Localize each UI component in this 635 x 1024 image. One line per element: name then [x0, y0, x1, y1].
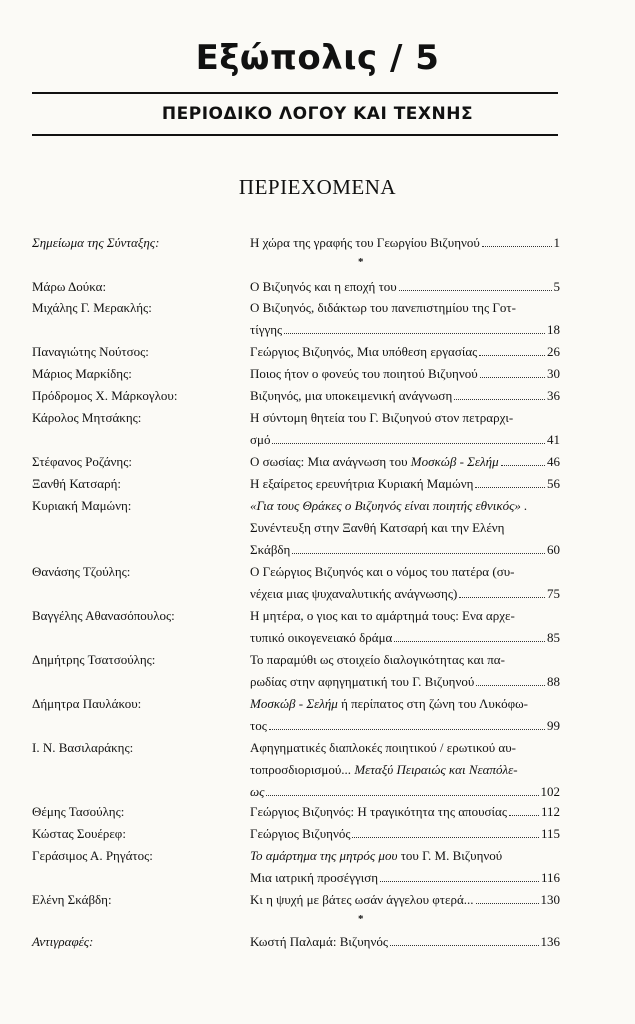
italic-work-title: Μοσκώβ - Σελήμ: [250, 696, 338, 711]
toc-page: 112: [540, 804, 560, 819]
toc-author: Γεράσιμος Α. Ρηγάτος:: [32, 848, 153, 863]
toc-page: 26: [547, 344, 560, 359]
separator-star: *: [358, 913, 364, 925]
toc-author: Ελένη Σκάβδη:: [32, 892, 112, 907]
toc-page: 5: [553, 279, 560, 294]
toc-author: Μάριος Μαρκίδης:: [32, 366, 132, 381]
toc-page: 75: [547, 586, 560, 601]
toc-page: 60: [547, 542, 560, 557]
toc-page: 36: [547, 388, 560, 403]
toc-author: Μάρω Δούκα:: [32, 279, 107, 294]
toc-page: 41: [547, 432, 560, 447]
toc-page: 85: [547, 630, 560, 645]
italic-work-title: Το αμάρτημα της μητρός μου: [250, 848, 398, 863]
toc-author: Κώστας Σουέρεφ:: [32, 826, 126, 841]
toc-author: Θέμης Τασούλης:: [32, 804, 125, 819]
toc-author: Βαγγέλης Αθανασόπουλος:: [32, 608, 175, 623]
toc-page: 102: [540, 784, 560, 799]
toc-title-line: Η χώρα της γραφής του Γεωργίου Βιζυηνού 1: [250, 233, 560, 253]
separator-star: *: [358, 256, 364, 268]
toc-author: Κυριακή Μαμώνη:: [32, 498, 132, 513]
toc-author: Σημείωμα της Σύνταξης:: [32, 235, 160, 250]
toc-author: Θανάσης Τζούλης:: [32, 564, 131, 579]
toc-author: Ι. Ν. Βασιλαράκης:: [32, 740, 134, 755]
toc-page: 18: [547, 322, 560, 337]
toc-author: Αντιγραφές:: [32, 934, 94, 949]
toc-page: 115: [540, 826, 560, 841]
toc-page: 136: [540, 934, 560, 949]
toc-author: Στέφανος Ροζάνης:: [32, 454, 132, 469]
toc-page: 30: [547, 366, 560, 381]
italic-work-title: Μοσκώβ - Σελήμ: [410, 454, 499, 469]
toc-author: Πρόδρομος Χ. Μάρκογλου:: [32, 388, 178, 403]
toc-page: 116: [540, 870, 560, 885]
toc-author: Παναγιώτης Νούτσος:: [32, 344, 149, 359]
toc-author: Μιχάλης Γ. Μερακλής:: [32, 300, 152, 315]
toc-page: 88: [547, 674, 560, 689]
magazine-title: Εξώπολις / 5: [195, 38, 440, 78]
italic-work-title: Μεταξύ Πειραιώς και Νεαπόλε-: [351, 762, 518, 777]
toc-author: Δημήτρης Τσατσούλης:: [32, 652, 156, 667]
toc-page: 99: [547, 718, 560, 733]
toc-author: Κάρολος Μητσάκης:: [32, 410, 142, 425]
toc-page: 130: [540, 892, 560, 907]
table-of-contents: Σημείωμα της Σύνταξης: Η χώρα της γραφής του Γεωργίου Βιζυηνού 1 * Μάρω Δούκα: Ο Βιζυηνός και η εποχή του 5 Μιχάλης Γ. Μερακλής: Ο Βιζυηνός, διδάκτωρ του πανεπιστημίου της Γοτ- τίγγης 18 Παναγιώτης Νούτσος: Γεώργιος Βιζυηνός, Μια υπόθεση εργασίας 26 Μάριος Μαρκίδης: Ποιος ήτον ο φονεύς του ποιητού Βιζυηνού 30 Πρόδρομος Χ. Μάρκογλου: Βιζυηνός, μια υποκειμενική ανάγνωση 36 Κάρολος Μητσάκης: Η σύντομη θητεία του Γ. Βιζυηνού στον πετραρχι- σμό 41 Στέφανος Ροζάνης: Ο σωσίας: Μια ανάγνωση του Μοσκώβ - Σελήμ 46 Ξανθή Κατσαρή: Η εξαίρετος ερευνήτρια Κυριακή Μαμώνη 56 Κυριακή Μαμώνη: «Για τους Θράκες ο Βιζυηνός είναι ποιητής εθνικός» . Συνέντευξη στην Ξανθή Κατσαρή και την Ελένη Σκάβδη 60 Θανάσης Τζούλης: Ο Γεώργιος Βιζυηνός και ο νόμος του πατέρα (συ- νέχεια μιας ψυχαναλυτικής ανάγνωσης) 75 Βαγγέλης Αθανασόπουλος: Η μητέρα, ο γιος και το αμάρτημά τους: Ενα αρχε- τυπικό οικογενειακό δράμα 85 Δημήτρης Τσατσούλης: Το παραμύθι ως στοιχείο διαλογικότητας και πα- ρωδίας στην αφηγηματική του Γ. Βιζυηνού 88 Δήμητρα Παυλάκου: Μοσκώβ - Σελήμ ή περίπατος στη ζώνη του Λυκόφω- τος 99 Ι. Ν. Βασιλαράκης: Αφηγηματικές διαπλοκές ποιητικού / ερωτικού αυ- τοπροσδιορισμού... Μεταξύ Πειραιώς και Νεαπόλε- ως 102 Θέμης Τασούλης: Γεώργιος Βιζυηνός: Η τραγικότητα της απουσίας 112 Κώστας Σουέρεφ: Γεώργιος Βιζυηνός 115 Γεράσιμος Α. Ρηγάτος: Το αμάρτημα της μητρός μου του Γ. Μ. Βιζυηνού Μια ιατρική προσέγγιση 116 Ελένη Σκάβδη: Κι η ψυχή με βάτες ωσάν άγγελου φτερά... 130 * Αντιγραφές: Κωστή Παλαμά: Βιζυηνός 136: [0, 0, 635, 1024]
magazine-subtitle: ΠΕΡΙΟΔΙΚΟ ΛΟΓΟΥ ΚΑΙ ΤΕΧΝΗΣ: [161, 104, 474, 124]
toc-page: 1: [553, 235, 560, 250]
toc-page: 46: [547, 454, 560, 469]
contents-heading: ΠΕΡΙΕΧΟΜΕΝΑ: [238, 175, 397, 199]
toc-author: Δήμητρα Παυλάκου:: [32, 696, 142, 711]
toc-author: Ξανθή Κατσαρή:: [32, 476, 121, 491]
toc-page: 56: [547, 476, 560, 491]
